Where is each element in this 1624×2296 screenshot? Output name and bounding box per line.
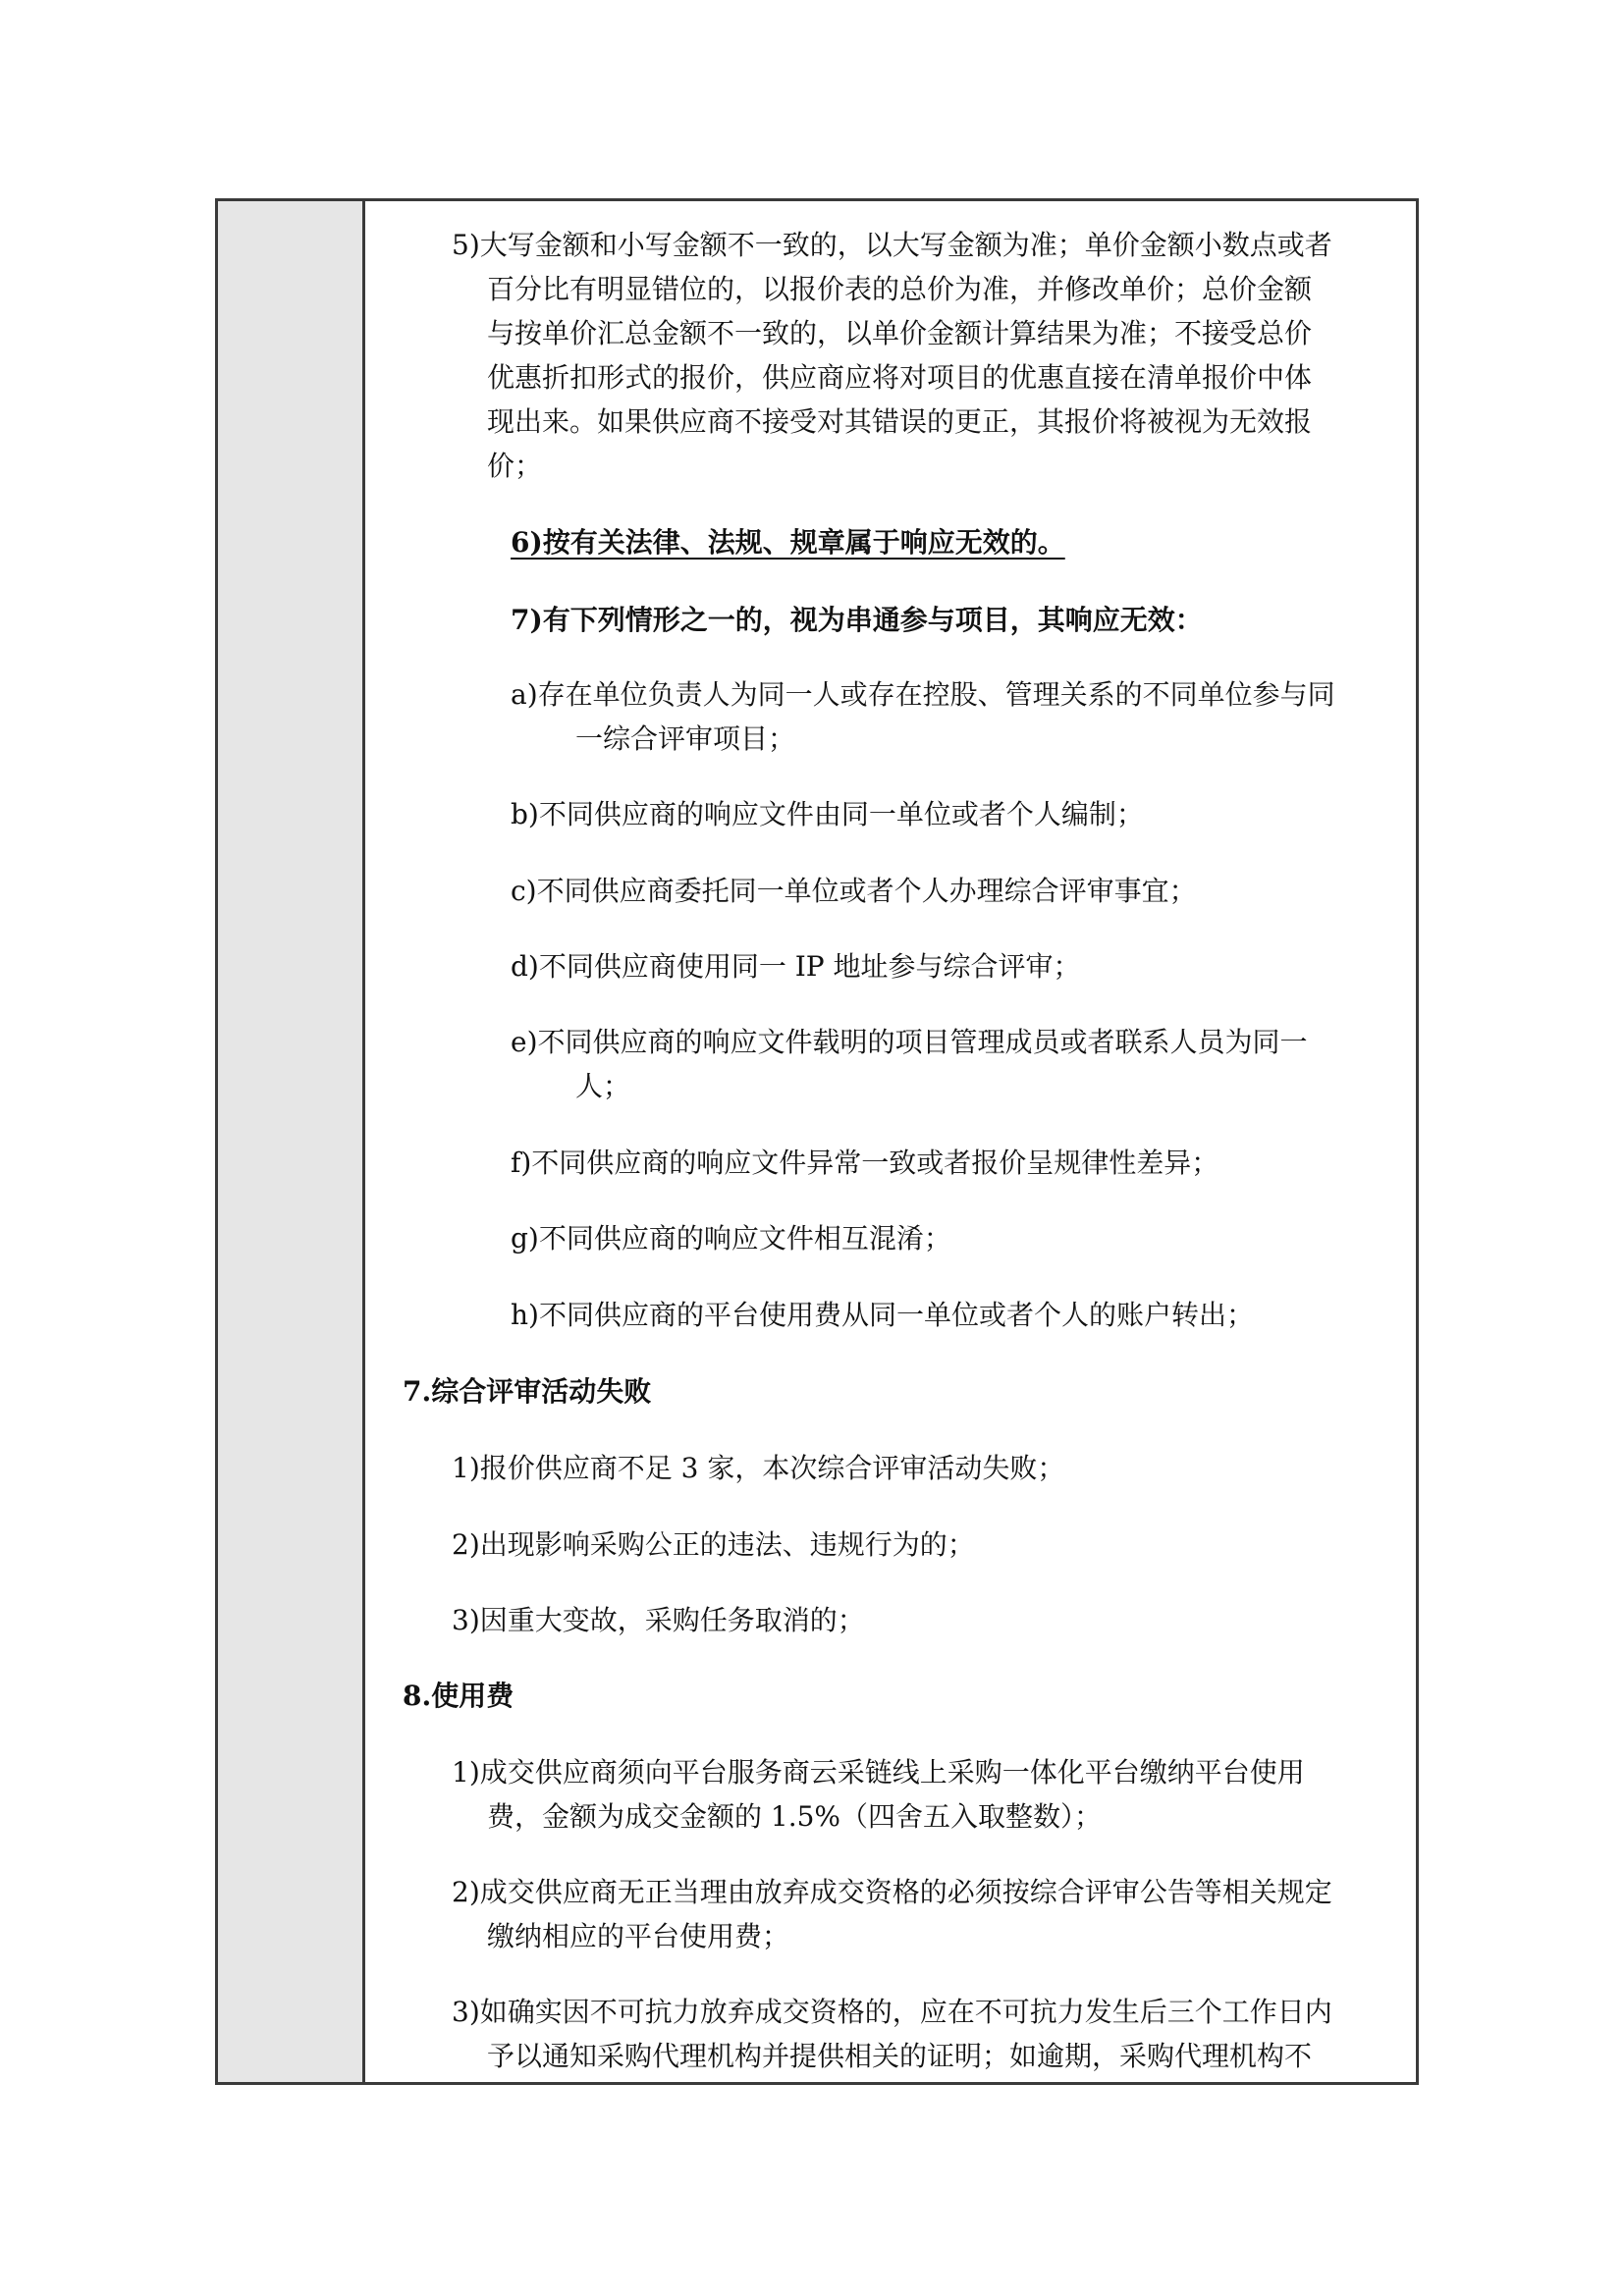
item7-collusion-title: 7)有下列情形之一的，视为串通参与项目，其响应无效： bbox=[511, 604, 1203, 636]
document-table bbox=[215, 198, 1419, 2085]
item7h: h)不同供应商的平台使用费从同一单位或者个人的账户转出； bbox=[511, 1299, 1254, 1331]
section8-item2-line2: 缴纳相应的平台使用费； bbox=[487, 1920, 790, 1952]
section8-item1-line1: 1)成交供应商须向平台服务商云采链线上采购一体化平台缴纳平台使用 bbox=[452, 1756, 1305, 1789]
item7a-line1: a)存在单位负责人为同一人或存在控股、管理关系的不同单位参与同 bbox=[511, 678, 1335, 711]
item7e-line1: e)不同供应商的响应文件载明的项目管理成员或者联系人员为同一 bbox=[511, 1026, 1308, 1058]
table-left-column bbox=[218, 201, 365, 2082]
section7-heading: 7.综合评审活动失败 bbox=[403, 1375, 652, 1408]
section7-item3: 3)因重大变故，采购任务取消的； bbox=[452, 1604, 865, 1636]
section7-item1: 1)报价供应商不足 3 家，本次综合评审活动失败； bbox=[452, 1452, 1065, 1484]
section7-item2: 2)出现影响采购公正的违法、违规行为的； bbox=[452, 1528, 975, 1561]
item7c: c)不同供应商委托同一单位或者个人办理综合评审事宜； bbox=[511, 875, 1197, 907]
item7d: d)不同供应商使用同一 IP 地址参与综合评审； bbox=[511, 950, 1081, 983]
item5-line3: 与按单价汇总金额不一致的，以单价金额计算结果为准；不接受总价 bbox=[487, 317, 1313, 349]
item5-line5: 现出来。如果供应商不接受对其错误的更正，其报价将被视为无效报 bbox=[487, 405, 1313, 438]
item5-line2: 百分比有明显错位的，以报价表的总价为准，并修改单价；总价金额 bbox=[487, 273, 1313, 305]
item7b: b)不同供应商的响应文件由同一单位或者个人编制； bbox=[511, 798, 1144, 830]
section8-heading: 8.使用费 bbox=[403, 1680, 514, 1712]
item5-line6: 价； bbox=[487, 450, 543, 482]
section8-item3-line1: 3)如确实因不可抗力放弃成交资格的，应在不可抗力发生后三个工作日内 bbox=[452, 1996, 1332, 2028]
item5-line1: 5)大写金额和小写金额不一致的，以大写金额为准；单价金额小数点或者 bbox=[452, 229, 1332, 261]
section8-item1-line2: 费，金额为成交金额的 1.5%（四舍五入取整数）； bbox=[487, 1800, 1103, 1833]
item6-invalid-response: 6)按有关法律、法规、规章属于响应无效的。 bbox=[511, 526, 1065, 559]
item5-line4: 优惠折扣形式的报价，供应商应将对项目的优惠直接在清单报价中体 bbox=[487, 361, 1313, 394]
item7f: f)不同供应商的响应文件异常一致或者报价呈规律性差异； bbox=[511, 1147, 1219, 1179]
item7e-line2: 人； bbox=[575, 1070, 631, 1102]
section8-item3-line2: 予以通知采购代理机构并提供相关的证明；如逾期，采购代理机构不 bbox=[487, 2040, 1313, 2072]
item7g: g)不同供应商的响应文件相互混淆； bbox=[511, 1222, 951, 1255]
item7a-line2: 一综合评审项目； bbox=[575, 722, 796, 755]
table-content-cell bbox=[365, 201, 1416, 2082]
section8-item2-line1: 2)成交供应商无正当理由放弃成交资格的必须按综合评审公告等相关规定 bbox=[452, 1876, 1332, 1908]
